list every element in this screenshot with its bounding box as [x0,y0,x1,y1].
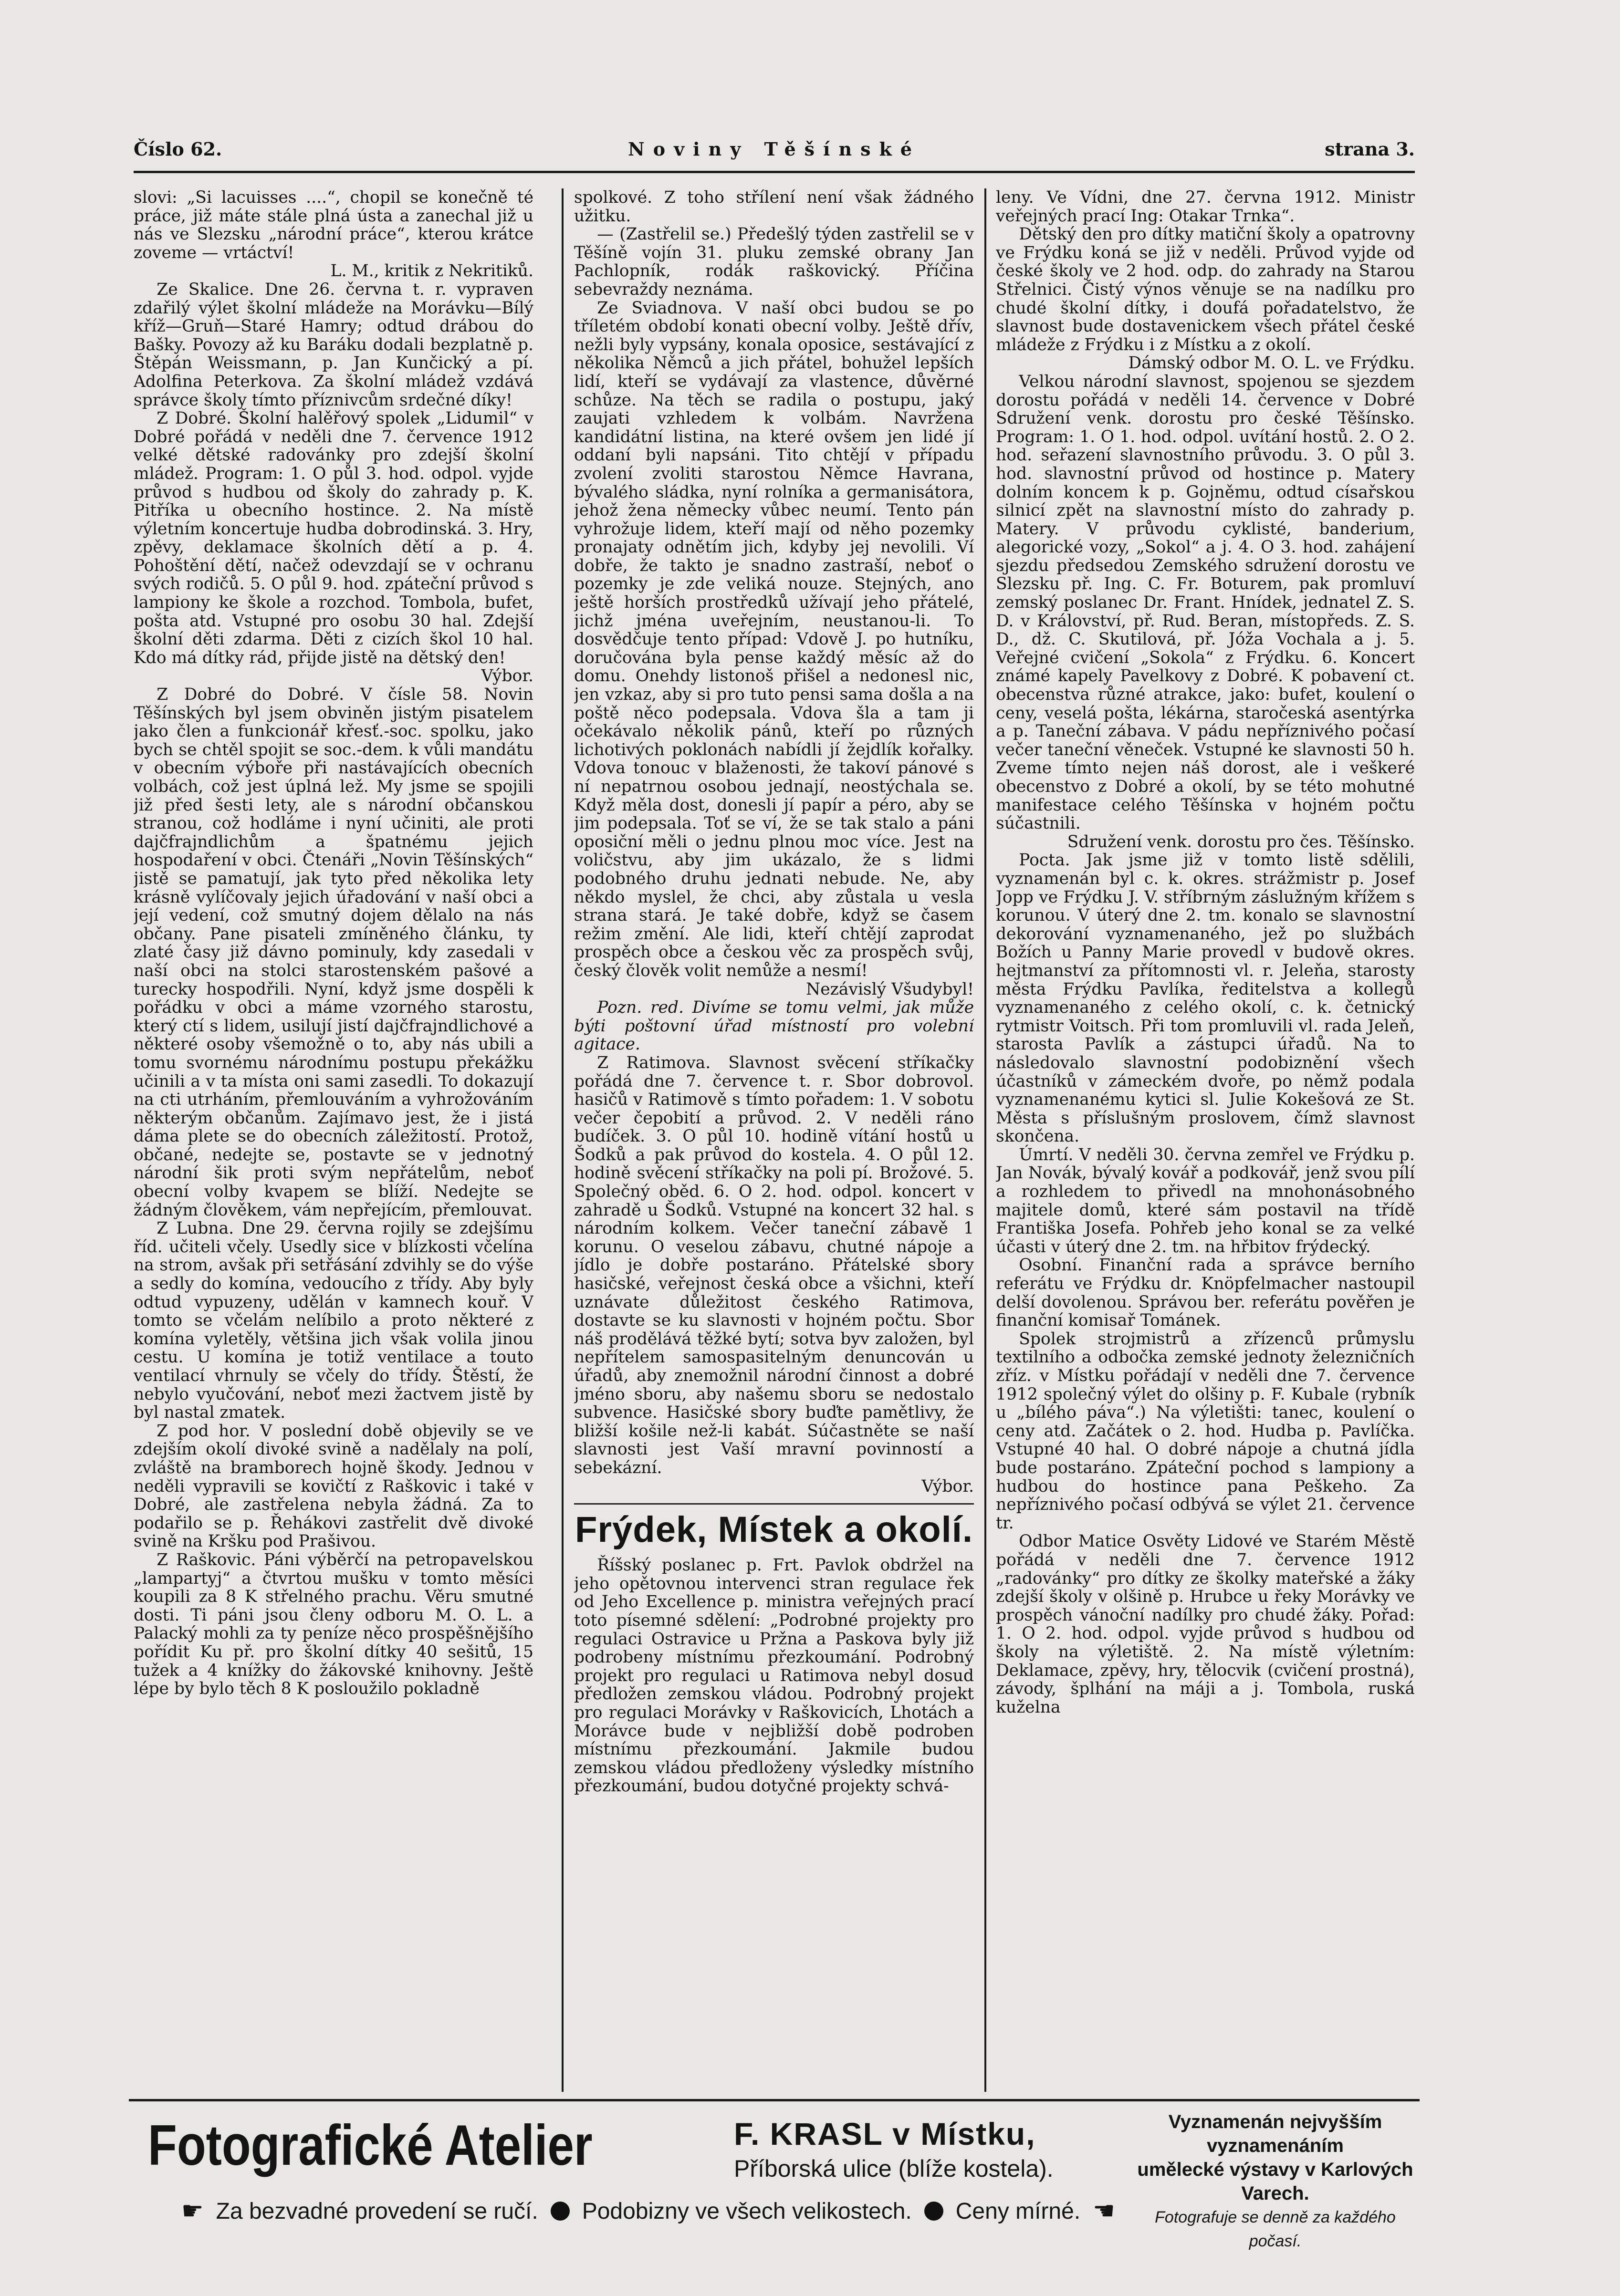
column-divider [984,188,986,2092]
article-paragraph: Z Dobré do Dobré. V čísle 58. Novin Těšínských byl jsem obviněn jistým pisatelem jako člen a funkcionář křesť.-soc. spolku, jako bych se chtěl spojit se soc.-dem. k vůli mandátu v obecním výboře při nastávajících obecních volbách, což jest úplná lež. My jsme se spojili již před šesti lety, ale s národní občanskou stranou, což hodláme i nyní učiniti, ale proti dajčfrajndlichům a špatnému jejich hospodaření v obci. Čtenáři „Novin Těšínských“ jistě se pamatují, jak tyto před několika lety krásně vylíčovaly jejich úřadování v naší obci a její vedení, což smutný dojem dělalo na nás občany. Pane pisateli zmíněného článku, ty zlaté časy již dávno pominuly, kdy zasedali v naší obci na stolci starostenském pašové a turecky hospodřili. Nyní, když jsme dospěli k pořádku v obci a máme vzorného starostu, který ctí s lidem, usilují jistí dajčfrajndlichové a některé osoby všemožně o to, aby nás ubili a tomu svornému národnímu postupu překážku učinili a v ta místa oni sami zasedli. To dokazují na cti utrháním, přemlouváním a vyhrožováním některým občanům. Zajímavo jest, že i jistá dáma plete se do obecních záležitostí. Protož, občané, nedejte se, postavte se v jednotný národní šik proti svým nepřátelům, neboť obecní volby kvapem se blíží. Nedejte se žádným člověkem, vám nepřejícím, přemlouvat. [134,685,533,1220]
article-paragraph: Odbor Matice Osvěty Lidové ve Starém Městě pořádá v neděli dne 7. července 1912 „radovánky“ pro dítky ze školky mateřské a žáky zdejší školy v olšině p. Hrubce u řeky Morávky ve prospěch vánoční nadílky pro chudé žáky. Pořad: 1. O 2. hod. odpol. vyjde průvod s hudbou od školy na výletiště. 2. Na místě výletním: Deklamace, zpěvy, hry, tělocvik (cvičení prostná), závody, šplhání na máji a j. Tombola, ruská kuželna [996,1532,1415,1717]
article-paragraph: Osobní. Finanční rada a správce berního referátu ve Frýdku dr. Knöpfelmacher nastoupil delší dovolenou. Správou ber. referátu pověřen je finanční komisař Tománek. [996,1256,1415,1330]
article-paragraph: Úmrtí. V neděli 30. června zemřel ve Frýdku p. Jan Novák, bývalý kovář a podkovář, jenž svou pílí a rozhledem to přivedl na mnohonásobného majitele domů, které sám postavil na třídě Františka Josefa. Pohřeb jeho konal se za velké účasti v úterý dne 2. tm. na hřbitov frýdecký. [996,1145,1415,1257]
article-signature: Výbor. [481,666,533,686]
editor-note: Pozn. red. Divíme se tomu velmi, jak může býti poštovní úřad místností pro volební agitace. [574,998,974,1054]
article-paragraph: Z Lubna. Dne 29. června rojily se zdejšímu říd. učiteli včely. Usedly sice v blízkosti včelína na strom, avšak při setřásání zdvihly se do výše a sedly do komína, vedoucího z třídy. Aby byly odtud vypuzeny, udělán v kamnech kouř. V tomto se včelám nelíbilo a proto některé z komína vyletěly, většina jich však volila jinou cestu. U komína je totiž ventilace a touto ventilací vhrnuly se včely do třídy. Štěstí, že nebylo vyučování, neboť mezi žactvem jistě by byl nastal zmatek. [134,1219,533,1423]
article-signature: Výbor. [921,1476,974,1496]
ad-award-line: Fotografuje se denně za každého počasí. [1155,2208,1396,2250]
article-paragraph: Pocta. Jak jsme již v tomto listě sdělili, vyznamenán byl c. k. okres. strážmistr p. Josef Jopp ve Frýdku J. V. stříbrným záslužným křížem s korunou. V úterý dne 2. tm. konalo se slavnostní dekorování vyznamenaného, jež po službách Božích u Panny Marie provedl v budově okres. hejtmanství za přítomnosti vl. r. Jeleňa, starosty města Frýdku Pavlíka, ředitelstva a kollegů vyznamenaného z celého okolí, c. k. četnický rytmistr Voitsch. Při tom promluvili vl. rada Jeleň, starosta Pavlík a zástupci úřadů. Na to následovalo slavnostní podobiznění všech účastníků v zámeckém dvoře, po němž podala vyznamenanému kytici sl. Julie Kokešová ze St. Města s příslušným proslovem, čímž slavnost skončena. [996,851,1415,1146]
article-paragraph: Dětský den pro dítky matiční školy a opatrovny ve Frýdku koná se již v neděli. Průvod vyjde od české školy ve 2 hod. odp. do zahrady na Starou Střelnici. Čistý výnos věnuje se na nadílku pro chudé školní dítky, i doufá pořadatelstvo, že slavnost bude dostavenickem všech přátel české mládeže z Frýdku i z Místku a z okolí. [996,225,1415,354]
article-paragraph: Z Ratimova. Slavnost svěcení stříkačky pořádá dne 7. července t. r. Sbor dobrovol. hasičů v Ratimově s tímto pořadem: 1. V sobotu večer čepobití a průvod. 2. V neděli ráno budíček. 3. O půl 10. hodině vítání hostů u Šodků a pak průvod do kostela. 4. O půl 12. hodině svěcení stříkačky na poli pí. Brožové. 5. Společný oběd. 6. O 2. hod. odpol. koncert v zahradě u Šodků. Vstupné na koncert 32 hal. s národním kolkem. Večer taneční zábavě 1 korunu. O veselou zábavu, chutné nápoje a jídlo je dobře postaráno. Přátelské sbory hasičské, veřejnost česká obce a všichni, kteří uznávate důležitost českého Ratimova, dostavte se ku slavnosti v hojném počtu. Sbor náš prodělává těžké bytí; sotva byv založen, byl nepřítelem samospasitelným denuncován u úřadů, aby znemožnil národní činnost a dobré jméno sboru, aby našemu sboru se nedostalo subvence. Hasičské sbory buďte pamětlivy, že bližší košile než-li kabát. Súčastněte se naší slavnosti jest Vaší mravní povinností a sebekázní. [574,1053,974,1477]
article-signature: Sdružení venk. dorostu pro čes. Těšínsko. [1067,832,1415,852]
ad-photographer-name: F. KRASL v Místku, [734,2116,1036,2151]
ad-award-line: umělecké výstavy v Karlových Varech. [1137,2159,1413,2204]
bullet-icon [924,2202,943,2221]
pointing-hand-icon: ☚ [1093,2197,1115,2225]
article-paragraph: spolkové. Z toho střílení není však žádného užitku. [574,188,974,226]
column-3 [996,188,1415,2101]
ad-feature: Podobizny ve všech velikostech. [582,2198,912,2224]
article-paragraph: Z Dobré. Školní halěřový spolek „Lidumil“ v Dobré pořádá v neděli dne 7. července 1912 velké dětské radovánky pro zdejší školní mládež. Program: 1. O půl 3. hod. odpol. vyjde průvod s hudbou od školy do zahrady p. K. Pitříka u obecního hostince. 2. Na místě výletním koncertuje hudba dobrodinská. 3. Hry, zpěvy, deklamace školních dětí a p. 4. Pohoštění dětí, načež odevzdají se v ochranu svých rodičů. 5. O půl 9. hod. zpáteční průvod s lampiony ke škole a rozchod. Tombola, bufet, pošta atd. Vstupné pro osobu 30 hal. Zdejší školní děti zdarma. Děti z cizích škol 10 hal. Kdo má dítky rád, přijde jistě na dětský den! [134,409,533,667]
article-paragraph: Z Raškovic. Páni výběrčí na petropavelskou „lampartyj“ a čtvrtou mušku v tomto měsíci koupili za 8 K střelného prachu. Věru smutné dosti. Ti páni jsou členy odboru M. O. L. a Palacký mohli za ty peníze něco prospěšnějšího pořídit Ku př. pro školní dítky 40 sešitů, 15 tužek a 4 knížky do žákovské knihovny. Ještě lépe by bylo těch 8 K posloužilo pokladně [134,1550,533,1699]
ad-address: Příborská ulice (blíže kostela). [734,2155,1054,2182]
ad-features [181,2197,1422,2225]
ad-title: Fotografické Atelier [148,2113,593,2177]
article-paragraph: Velkou národní slavnost, spojenou se sjezdem dorostu pořádá v neděli 14. července v Dobré Sdružení venk. dorostu pro české Těšínsko. Program: 1. O 1. hod. odpol. uvítání hostů. 2. O 2. hod. seřazení slavnostního průvodu. 3. O půl 3. hod. slavnostní průvod od hostince p. Matery dolním koncem k p. Gojněmu, odtud císařskou silnicí zpět na slavnostní místo do zahrady p. Matery. V průvodu cyklisté, banderium, alegorické vozy, „Sokol“ a j. 4. O 3. hod. zahájení sjezdu předsedou Zemského sdružení dorostu ve Slezsku př. Ing. C. Fr. Boturem, pak promluví zemský poslanec Dr. Frant. Hnídek, jednatel Z. S. D. v Království, př. Rud. Beran, místopředs. Z. S. D., dž. C. Skutilová, př. Jóža Vochala a j. 5. Veřejné cvičení „Sokola“ z Frýdku. 6. Koncert známé kapely Pavelkovy z Dobré. K pobavení ct. obecenstva různé atrakce, jako: bufet, koulení o ceny, veselá pošta, lékárna, staročeská asentýrka a p. Taneční zábava. V pádu nepříznivého počasí večer taneční věneček. Vstupné ke slavnosti 50 h. Zveme tímto nejen náš dorost, ale i veškeré obecenstvo z Dobré a okolí, by se této mohutné manifestace celého Těšínska v hojném počtu súčastnili. [996,372,1415,833]
article-paragraph: Spolek strojmistrů a zřízenců průmyslu textilního a odbočka zemské jednoty železničních zříz. v Místku pořádají v neděli dne 7. července 1912 společný výlet do olšiny p. F. Kubale (rybník u „bílého páva“.) Na výletišti: tanec, koulení o ceny atd. Začátek o 2. hod. Hudba p. Pavlíčka. Vstupné 40 hal. O dobré nápoje a chutná jídla bude postaráno. Zpáteční pochod s lampiony a hudbou do hostince pana Peškeho. Za nepříznivého počasí odbývá se výlet 21. července tr. [996,1329,1415,1533]
ad-awards [1131,2110,1420,2253]
column-1 [134,188,533,2101]
issue-number: Číslo 62. [134,138,222,160]
article-signature: L. M., kritik z Nekritiků. [330,261,533,281]
ad-feature: Za bezvadné provedení se ručí. [216,2198,538,2224]
page-number: strana 3. [1325,138,1415,160]
article-paragraph: Ze Sviadnova. V naší obci budou se po tříletém období konati obecní volby. Ještě dřív, nežli byly vypsány, konala oposice, sestávající z několika Němců a jich přátel, bohužel lepších lidí, kteří se vydávají za vlastence, důvěrné schůze. Na těch se radila o postupu, jaký zaujati vzhledem k volbám. Navržena kandidátní listina, na které ovšem jen lidé jí oddaní byli napsáni. Tito chtějí v případu zvolení zvoliti starostou Němce Havrana, bývalého sládka, nyní rolníka a germanisátora, jehož žena německy vůbec neumí. Tento pán vyhrožuje lidem, kteří mají od něho pozemky pronajaty odnětím jich, kdyby jej nevolili. Ví dobře, že takto je snadno zastraší, neboť o pozemky je zde veliká nouze. Stejných, ano ještě horších prostředků užívají jeho přátelé, jichž jména uveřejním, neustanou-li. To dosvědčuje tento případ: Vdově J. po hutníku, doručována byla pense každý měsíc až do domu. Onehdy listonoš přišel a nedonesl nic, jen vzkaz, aby si pro tuto pensi sama došla a na poště něco podepsala. Vdova šla a tam ji očekávalo několik pánů, kteří po různých lichotivých poklonách nabídli jí žejdlík kořalky. Vdova tonouc v blaženosti, že takoví pánové s ní nepatrnou osobou jednají, neostýchala se. Když měla dost, donesli jí papír a péro, aby se jim podepsala. Toť se ví, že se tak stalo a páni oposiční měli o jednu plnou moc více. Jest na voličstvu, aby jim ukázalo, že s lidmi podobného druhu jednati nebude. Ne, aby někdo myslel, že chci, aby zůstala u vesla strana stará. Je také dobře, když se časem režim změní. Ale lidi, kteří chtějí zaprodat prospěch obce a českou věc za prospěch svůj, český člověk volit nemůže a nesmí! [574,298,974,980]
article-paragraph: leny. Ve Vídni, dne 27. června 1912. Ministr veřejných prací Ing: Otakar Trnka“. [996,188,1415,226]
article-paragraph: Ze Skalice. Dne 26. června t. r. vypraven zdařilý výlet školní mládeže na Morávku—Bílý kříž—Gruň—Staré Hamry; odtud drábou do Bašky. Povozy až ku Baráku dodali bezplatně p. Štěpán Weissmann, p. Jan Kunčický a pí. Adolfina Peterkova. Za školní mládež vzdává správce školy tímto příznivcům srdečné díky! [134,280,533,410]
article-paragraph: — (Zastřelil se.) Předešlý týden zastřelil se v Těšíně vojín 31. pluku zemské obrany Jan Pachlopník, rodák raškovický. Příčina sebevraždy neznáma. [574,225,974,299]
ad-award-line: Vyznamenán nejvyšším vyznamenáním [1168,2111,1382,2156]
article-signature: Dámský odbor M. O. L. ve Frýdku. [1128,353,1415,373]
article-paragraph: Říšský poslanec p. Frt. Pavlok obdržel na jeho opětovnou intervenci stran regulace řek od Jeho Excellence p. ministra veřejných prací toto písemné sdělení: „Podrobné projekty pro regulaci Ostravice u Pržna a Paskova byly již podrobeny místnímu přezkoumání. Podrobný projekt pro regulaci u Ratimova nebyl dosud předložen zemskou vládou. Podrobný projekt pro regulaci Morávky v Raškovicích, Lhotách a Morávce bude v nejbližší době podroben místnímu přezkoumání. Jakmile budou zemskou vládou předloženy výsledky místního přezkoumání, budou dotyčné projekty schvá- [574,1556,974,1796]
newspaper-title: Noviny Těšínské [628,138,920,160]
section-heading: Frýdek, Místek a okolí. [574,1503,974,1551]
pointing-hand-icon: ☛ [181,2197,204,2225]
article-paragraph: slovi: „Si lacuisses ....“, chopil se konečně té práce, již máte stále plná ústa a zanechal již u nás ve Slezsku „národní práce“, kterou krátce zoveme — vrtáctví! [134,188,533,262]
page-header [134,137,1415,173]
bullet-icon [551,2202,570,2221]
column-divider [562,188,564,2092]
ad-feature: Ceny mírné. [955,2198,1081,2224]
article-paragraph: Z pod hor. V poslední době objevily se ve zdejším okolí divoké svině a nadělaly na polí, zvláště na bramborech hojně škody. Jednou v neděli vypravili se kovičtí z Raškovic i také v Dobré, ale zastřelena nebyla žádná. Za to podařilo se p. Řehákovi zastřelit dvě divoké svině na Kršku pod Prašivou. [134,1421,533,1551]
advertisement [129,2099,1420,2250]
article-signature: Nezávislý Všudybyl! [806,979,974,999]
column-2 [574,188,974,2101]
